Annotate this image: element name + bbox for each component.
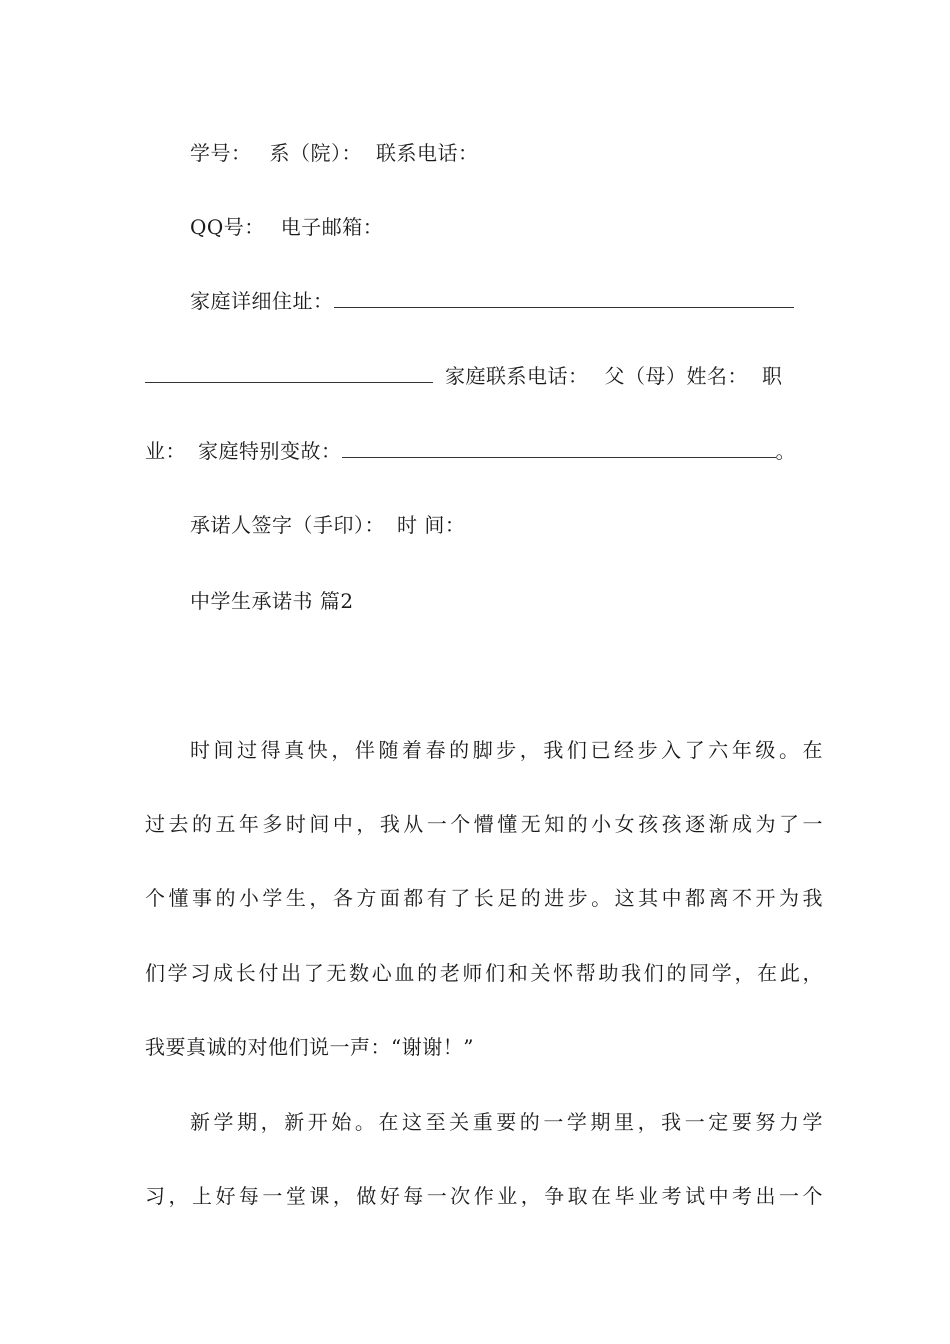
family-change-blank: [342, 437, 776, 458]
occupation-label-continued: 业：: [145, 439, 186, 463]
family-contact-line: [145, 362, 783, 390]
department-label: 系（院）：: [269, 141, 362, 165]
paragraph-2-line-2: 习，上好每一堂课，做好每一次作业，争取在毕业考试中考出一个: [145, 1184, 826, 1208]
paragraph-1-line-5: 我要真诚的对他们说一声：“谢谢！”: [145, 1035, 474, 1059]
section-title: 中学生承诺书 篇2: [190, 589, 354, 613]
signature-line: [190, 511, 465, 539]
family-change-line: [145, 437, 796, 465]
home-phone-label: 家庭联系电话：: [445, 364, 589, 388]
paragraph-2-line-1: 新学期，新开始。在这至关重要的一学期里，我一定要努力学: [190, 1110, 827, 1134]
parent-name-label: 父（母）姓名：: [604, 364, 748, 388]
date-label: 时 间：: [397, 513, 466, 537]
paragraph-1-line-1: 时间过得真快，伴随着春的脚步，我们已经步入了六年级。在: [190, 738, 827, 762]
online-contact-line: [190, 213, 383, 241]
address-blank: [334, 287, 794, 308]
signature-label: 承诺人签字（手印）：: [190, 513, 385, 537]
phone-label: 联系电话：: [376, 141, 479, 165]
family-change-end: 。: [775, 439, 796, 463]
email-label: 电子邮箱：: [280, 215, 384, 239]
family-change-label: 家庭特别变故：: [198, 439, 342, 463]
paragraph-1-line-4: 们学习成长付出了无数心血的老师们和关怀帮助我们的同学，在此，: [145, 961, 826, 985]
occupation-label: 职: [762, 364, 783, 388]
qq-label: QQ号：: [190, 215, 265, 239]
paragraph-1-line-2: 过去的五年多时间中，我从一个懵懂无知的小女孩孩逐渐成为了一: [145, 812, 826, 836]
contact-info-line: [190, 139, 479, 167]
address-label: 家庭详细住址：: [190, 289, 334, 313]
address-line: [190, 287, 794, 315]
address-blank-continued: [145, 362, 433, 383]
student-id-label: 学号：: [190, 141, 252, 165]
paragraph-1-line-3: 个懂事的小学生，各方面都有了长足的进步。这其中都离不开为我: [145, 886, 826, 910]
